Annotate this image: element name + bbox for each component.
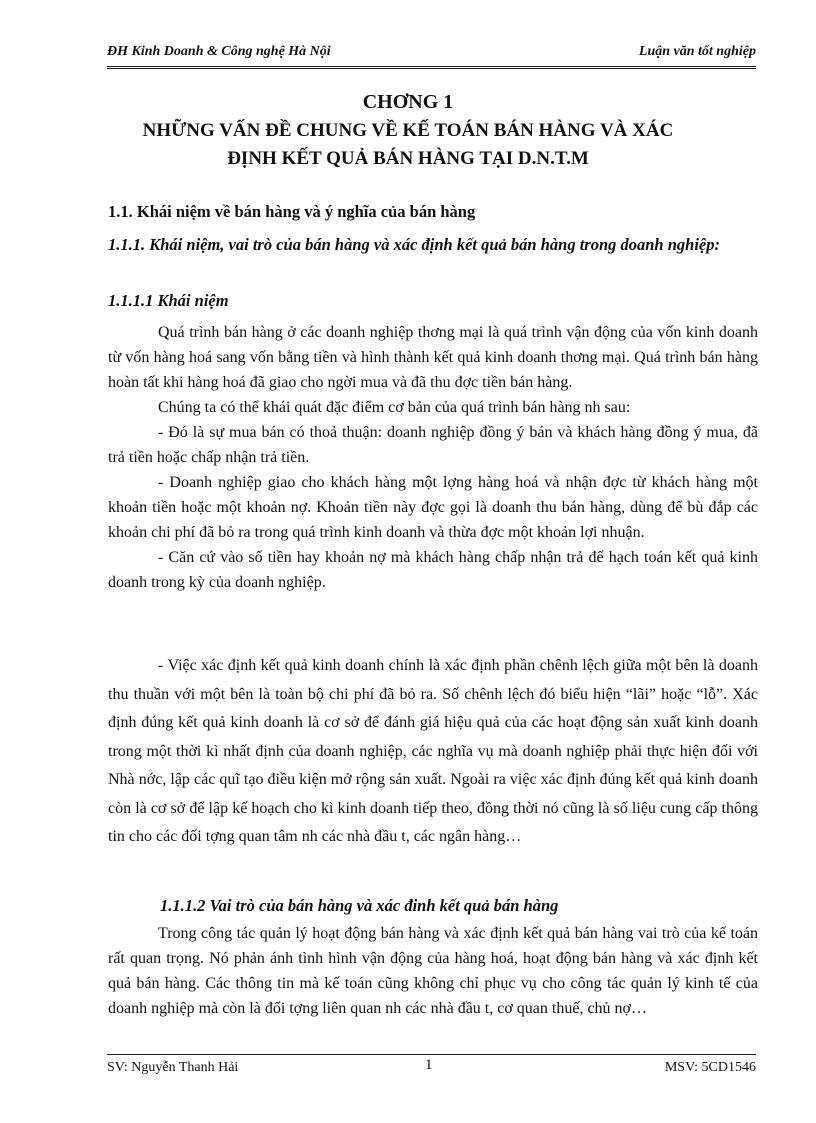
section-1-1-1-1-title: 1.1.1.1 Khái niệm <box>108 291 229 310</box>
footer-rule <box>107 1054 756 1055</box>
header-rule <box>107 66 756 69</box>
concept-content <box>108 320 758 595</box>
section-heading-1-1 <box>108 202 758 222</box>
chapter-title-line-2: ĐỊNH KẾT QUẢ BÁN HÀNG TẠI D.N.T.M <box>227 148 589 169</box>
paragraph-1: Quá trình bán hàng ở các doanh nghiệp thơng mại là quá trình vận động của vốn kinh doanh từ vốn hàng hoá sang vốn bằng tiền và hình thành kết quả kinh doanh thơng mại. Quá trình bán hàng hoàn tất khi hàng hoá đã giao cho ngời mua và đã thu đợc tiền bán hàng. <box>108 324 758 391</box>
role-content <box>108 921 758 1021</box>
section-1-1-1-title: 1.1.1. Khái niệm, vai trò của bán hàng và xác định kết quả bán hàng trong doanh nghiệp: <box>108 235 720 254</box>
paragraph-role: Trong công tác quản lý hoạt động bán hàng và xác định kết quả bán hàng vai trò của kế toán rất quan trọng. Nó phản ánh tình hình vận động của hàng hoá, hoạt động bán hàng và xác định kết quả bán hàng. Các thông tin mà kế toán cũng không chỉ phục vụ cho công tác quản lý kinh tế của doanh nghiệp mà còn là đối tợng liên quan nh các nhà đầu t, cơ quan thuế, chủ nợ… <box>108 925 758 1017</box>
page-header <box>107 44 756 66</box>
paragraph-2: Chúng ta có thể khái quát đặc điểm cơ bản của quá trình bán hàng nh sau: <box>158 399 631 416</box>
paragraph-6: - Việc xác định kết quả kinh doanh chính là xác định phần chênh lệch giữa một bên là doanh thu thuần với một bên là toàn bộ chi phí đã bỏ ra. Số chênh lệch đó biểu hiện “lãi” hoặc “lỗ”. Xác định đúng kết quả kinh doanh là cơ sở để đánh giá hiệu quả của các hoạt động sản xuất kinh doanh trong một thời kì nhất định của doanh nghiệp, các nghĩa vụ mà doanh nghiệp phải thực hiện đối với Nhà nớc, lập các quĩ tạo điều kiện mở rộng sản xuất. Ngoài ra việc xác định đúng kết quả kinh doanh còn là cơ sở để lập kế hoạch cho kì kinh doanh tiếp theo, đồng thời nó cũng là số liệu cung cấp thông tin cho các đối tợng quan tâm nh các nhà đầu t, các ngân hàng… <box>108 657 758 845</box>
section-heading-1-1-1-2 <box>108 894 758 918</box>
header-university: ĐH Kinh Doanh & Công nghệ Hà Nội <box>107 44 331 59</box>
footer-student-name: SV: Nguyễn Thanh Hải <box>107 1060 239 1075</box>
section-heading-1-1-1-1 <box>108 289 758 313</box>
header-thesis-label: Luận văn tốt nghiệp <box>638 44 756 59</box>
page-number: 1 <box>425 1057 433 1073</box>
section-heading-1-1-1 <box>108 233 758 257</box>
chapter-title-line-1: NHỮNG VẤN ĐỀ CHUNG VỀ KẾ TOÁN BÁN HÀNG VÀ XÁC <box>142 120 674 141</box>
paragraph-4: - Doanh nghiệp giao cho khách hàng một lợng hàng hoá và nhận đợc từ khách hàng một khoản tiền hoặc một khoản nợ. Khoản tiền này đợc gọi là doanh thu bán hàng, dùng để bù đắp các khoản chi phí đã bỏ ra trong quá trình kinh doanh và thừa đợc một khoản lợi nhuận. <box>108 474 758 541</box>
paragraph-5: - Căn cứ vào số tiền hay khoản nợ mà khách hàng chấp nhận trả để hạch toán kết quả kinh doanh trong kỳ của doanh nghiệp. <box>108 549 758 591</box>
result-content <box>108 652 758 852</box>
chapter-label: CHƠNG 1 <box>362 91 454 113</box>
section-1-1-1-2-title: 1.1.1.2 Vai trò của bán hàng và xác đinh kết quả bán hàng <box>160 896 559 915</box>
footer-student-id: MSV: 5CD1546 <box>664 1060 756 1075</box>
paragraph-3: - Đó là sự mua bán có thoả thuận: doanh nghiệp đồng ý bán và khách hàng đồng ý mua, đã trả tiền hoặc chấp nhận trả tiền. <box>108 424 758 466</box>
section-1-1-title: 1.1. Khái niệm về bán hàng và ý nghĩa của bán hàng <box>108 202 476 221</box>
